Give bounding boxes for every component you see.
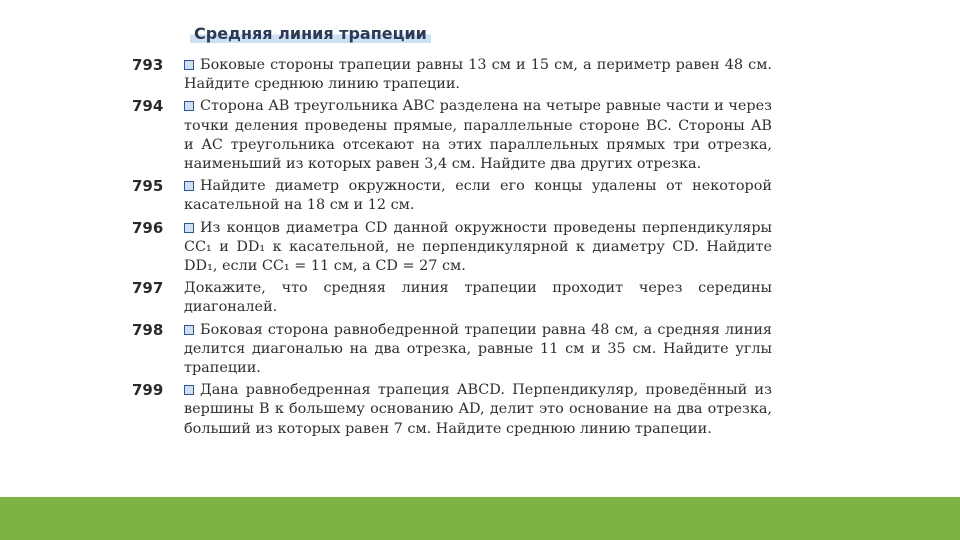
- problem-text-block: [184, 56, 772, 94]
- problem-item: [132, 219, 772, 277]
- checkbox-square-icon: [184, 223, 194, 233]
- problem-number: 796: [132, 218, 164, 237]
- problem-text: Докажите, что средняя линия трапеции проходит через середины диагоналей.: [184, 280, 772, 316]
- section-title: Средняя линия трапеции: [190, 24, 431, 43]
- problem-number: 797: [132, 279, 164, 298]
- problem-text-block: [184, 219, 772, 277]
- problem-text-block: [184, 321, 772, 379]
- problem-item: [132, 97, 772, 174]
- problem-number: 793: [132, 56, 164, 74]
- problem-text: Найдите диаметр окружности, если его концы удалены от некоторой касательной на 18 см и 12 см.: [184, 178, 772, 214]
- checkbox-square-icon: [184, 60, 194, 70]
- problem-item: [132, 381, 772, 439]
- problem-item: [132, 279, 772, 317]
- problem-text: Боковая сторона равнобедренной трапеции равна 48 см, а средняя линия делится диагональю на два отрезка, равные 11 см и 35 см. Найдите углы трапеции.: [184, 321, 772, 377]
- problem-item: [132, 177, 772, 215]
- checkbox-square-icon: [184, 385, 194, 395]
- problem-text: Сторона AB треугольника ABC разделена на четыре равные части и через точки деления проведены прямые, параллельные стороне BC. Стороны AB и AC треугольника отсекают на этих параллельных прямых три отрезка, наименьший из которых равен 3,4 см. Найдите два других отрезка.: [184, 98, 772, 173]
- problem-text-block: [184, 97, 772, 174]
- footer-accent-bar: [0, 497, 960, 540]
- problem-text-block: [184, 279, 772, 317]
- problem-number: 799: [132, 381, 164, 400]
- checkbox-square-icon: [184, 325, 194, 335]
- problem-number: 795: [132, 177, 164, 196]
- problem-text: Боковые стороны трапеции равны 13 см и 15 см, а периметр равен 48 см. Найдите среднюю линию трапеции.: [184, 57, 772, 93]
- problem-text: Из концов диаметра CD данной окружности проведены перпендикуляры CC₁ и DD₁ к касательной, не перпендикулярной к диаметру CD. Найдите DD₁, если CC₁ = 11 см, а CD = 27 см.: [184, 219, 772, 275]
- checkbox-square-icon: [184, 181, 194, 191]
- problem-text: Дана равнобедренная трапеция ABCD. Перпендикуляр, проведённый из вершины B к большему основанию AD, делит это основание на два отрезка, больший из которых равен 7 см. Найдите среднюю линию трапеции.: [184, 382, 772, 437]
- checkbox-square-icon: [184, 101, 194, 111]
- problem-item: [132, 321, 772, 379]
- problem-list: [132, 56, 772, 442]
- problem-text-block: [184, 177, 772, 215]
- problem-item: [132, 56, 772, 94]
- problem-number: 798: [132, 320, 164, 339]
- problem-number: 794: [132, 97, 164, 116]
- problem-text-block: [184, 381, 772, 439]
